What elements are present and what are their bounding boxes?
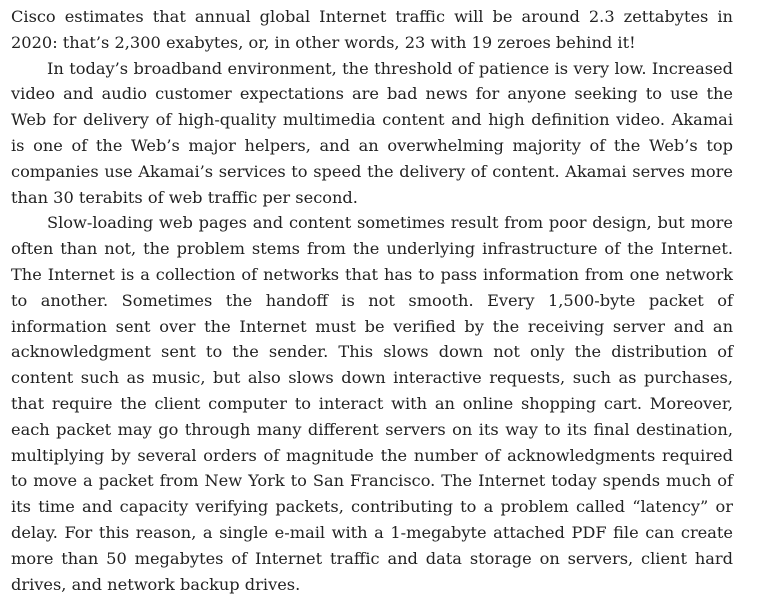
paragraph-cisco-estimate: Cisco estimates that annual global Internet traffic will be around 2.3 zettabytes in 2020: that’s 2,300 exabytes, or, in other words, 23 with 19 zeroes behind it! [11, 7, 733, 52]
paragraph-slow-loading-latency: Slow-loading web pages and content sometimes result from poor design, but more often than not, the problem stems from the underlying infrastructure of the Internet. The Internet is a collection of networks that has to pass information from one network to another. Sometimes the handoff is not smooth. Every 1,500-byte packet of information sent over the Internet must be verified by the receiving server and an acknowledgment sent to the sender. This slows down not only the distribution of content such as music, but also slows down interactive requests, such as purchases, that require the client computer to interact with an online shopping cart. Moreover, each packet may go through many different servers on its way to its final destination, multiplying by several orders of magnitude the number of acknowledgments required to move a packet from New York to San Francisco. The Internet today spends much of its time and capacity verifying packets, contributing to a problem called “latency” or delay. For this reason, a single e-mail with a 1-megabyte attached PDF file can create more than 50 megabytes of Internet traffic and data storage on servers, client hard drives, and network backup drives. [11, 213, 733, 594]
paragraph-broadband-akamai: In today’s broadband environment, the threshold of patience is very low. Increased video and audio customer expectations are bad news for anyone seeking to use the Web for delivery of high-quality multimedia content and high definition video. Akamai is one of the Web’s major helpers, and an overwhelming majority of the Web’s top companies use Akamai’s services to speed the delivery of content. Akamai serves more than 30 terabits of web traffic per second. [11, 58, 733, 207]
